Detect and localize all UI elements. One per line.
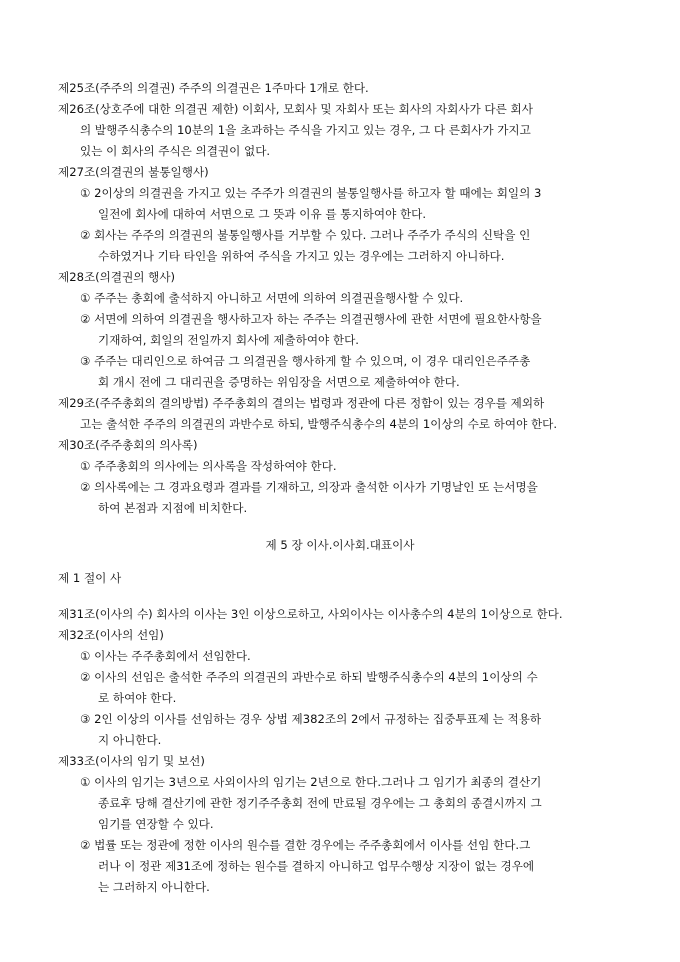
article-32-para-1-line-1: ① 이사는 주주총회에서 선임한다.	[80, 649, 251, 663]
article-30-para-2-line-1: ② 의사록에는 그 경과요령과 결과를 기재하고, 의장과 출석한 이사가 기명날인 또 는서명을	[80, 480, 538, 494]
article-27-para-2-line-1: ② 회사는 주주의 의결권의 불통일행사를 거부할 수 있다. 그러나 주주가 주식의 신탁을 인	[80, 228, 531, 242]
article-26-line-2: 의 발행주식총수의 10분의 1을 초과하는 주식을 가지고 있는 경우, 그 다 른회사가 가지고	[80, 123, 531, 137]
article-29-line-1: 제29조(주주총회의 결의방법) 주주총회의 결의는 법령과 정관에 다른 정함이 있는 경우를 제외하	[58, 396, 545, 410]
article-31: 제31조(이사의 수) 회사의 이사는 3인 이상으로하고, 사외이사는 이사총수의 4분의 1이상으로 한다.	[58, 607, 563, 621]
article-25: 제25조(주주의 의결권) 주주의 의결권은 1주마다 1개로 한다.	[58, 81, 369, 95]
article-27-heading: 제27조(의결권의 불통일행사)	[58, 165, 209, 179]
section-1-title: 제 1 절이 사	[58, 571, 122, 585]
article-33-para-2-line-3: 는 그러하지 아니한다.	[98, 880, 210, 894]
article-33-para-2-line-2: 러나 이 정관 제31조에 정하는 원수를 결하지 아니하고 업무수행상 지장이 없는 경우에	[98, 859, 535, 873]
article-32-para-2-line-2: 로 하여야 한다.	[98, 691, 177, 705]
chapter-5-title: 제 5 장 이사.이사회.대표이사	[265, 538, 415, 552]
article-28-para-2-line-1: ② 서면에 의하여 의결권을 행사하고자 하는 주주는 의결권행사에 관한 서면에 필요한사항을	[80, 312, 542, 326]
article-27-para-1-line-2: 일전에 회사에 대하여 서면으로 그 뜻과 이유 를 통지하여야 한다.	[98, 207, 427, 221]
article-27-para-1-line-1: ① 2이상의 의결권을 가지고 있는 주주가 의결권의 불통일행사를 하고자 할 때에는 회일의 3	[80, 186, 542, 200]
article-30-para-2-line-2: 하여 본점과 지점에 비치한다.	[98, 501, 248, 515]
article-33-para-2-line-1: ② 법률 또는 정관에 정한 이사의 원수를 결한 경우에는 주주총회에서 이사를 선임 한다.그	[80, 838, 531, 852]
article-33-para-1-line-1: ① 이사의 임기는 3년으로 사외이사의 임기는 2년으로 한다.그러나 그 임기가 최종의 결산기	[80, 775, 542, 789]
article-28-para-3-line-2: 회 개시 전에 그 대리권을 증명하는 위임장을 서면으로 제출하여야 한다.	[98, 375, 460, 389]
article-32-para-3-line-1: ③ 2인 이상의 이사를 선임하는 경우 상법 제382조의 2에서 규정하는 집중투표제 는 적용하	[80, 712, 542, 726]
article-29-line-2: 고는 출석한 주주의 의결권의 과반수로 하되, 발행주식총수의 4분의 1이상의 수로 하여야 한다.	[80, 417, 558, 431]
article-32-para-3-line-2: 지 아니한다.	[98, 733, 162, 747]
article-26-line-1: 제26조(상호주에 대한 의결권 제한) 이회사, 모회사 및 자회사 또는 회사의 자회사가 다른 회사	[58, 102, 533, 116]
article-28-para-2-line-2: 기재하여, 회일의 전일까지 회사에 제출하여야 한다.	[98, 333, 359, 347]
article-30-para-1-line-1: ① 주주총회의 의사에는 의사록을 작성하여야 한다.	[80, 459, 337, 473]
article-30-heading: 제30조(주주총회의 의사록)	[58, 438, 198, 452]
article-27-para-2-line-2: 수하였거나 기타 타인을 위하여 주식을 가지고 있는 경우에는 그러하지 아니하다.	[98, 249, 505, 263]
article-28-heading: 제28조(의결권의 행사)	[58, 270, 176, 284]
article-33-heading: 제33조(이사의 임기 및 보선)	[58, 754, 205, 768]
article-26-line-3: 있는 이 회사의 주식은 의결권이 없다.	[80, 144, 271, 158]
article-33-para-1-line-3: 임기를 연장할 수 있다.	[98, 817, 214, 831]
article-28-para-1-line-1: ① 주주는 총회에 출석하지 아니하고 서면에 의하여 의결권을행사할 수 있다.	[80, 291, 464, 305]
article-32-para-2-line-1: ② 이사의 선임은 출석한 주주의 의결권의 과반수로 하되 발행주식총수의 4분의 1이상의 수	[80, 670, 538, 684]
article-33-para-1-line-2: 종료후 당해 결산기에 관한 정기주주총회 전에 만료될 경우에는 그 총회의 종결시까지 그	[98, 796, 542, 810]
article-28-para-3-line-1: ③ 주주는 대리인으로 하여금 그 의결권을 행사하게 할 수 있으며, 이 경우 대리인은주주총	[80, 354, 531, 368]
article-32-heading: 제32조(이사의 선임)	[58, 628, 164, 642]
